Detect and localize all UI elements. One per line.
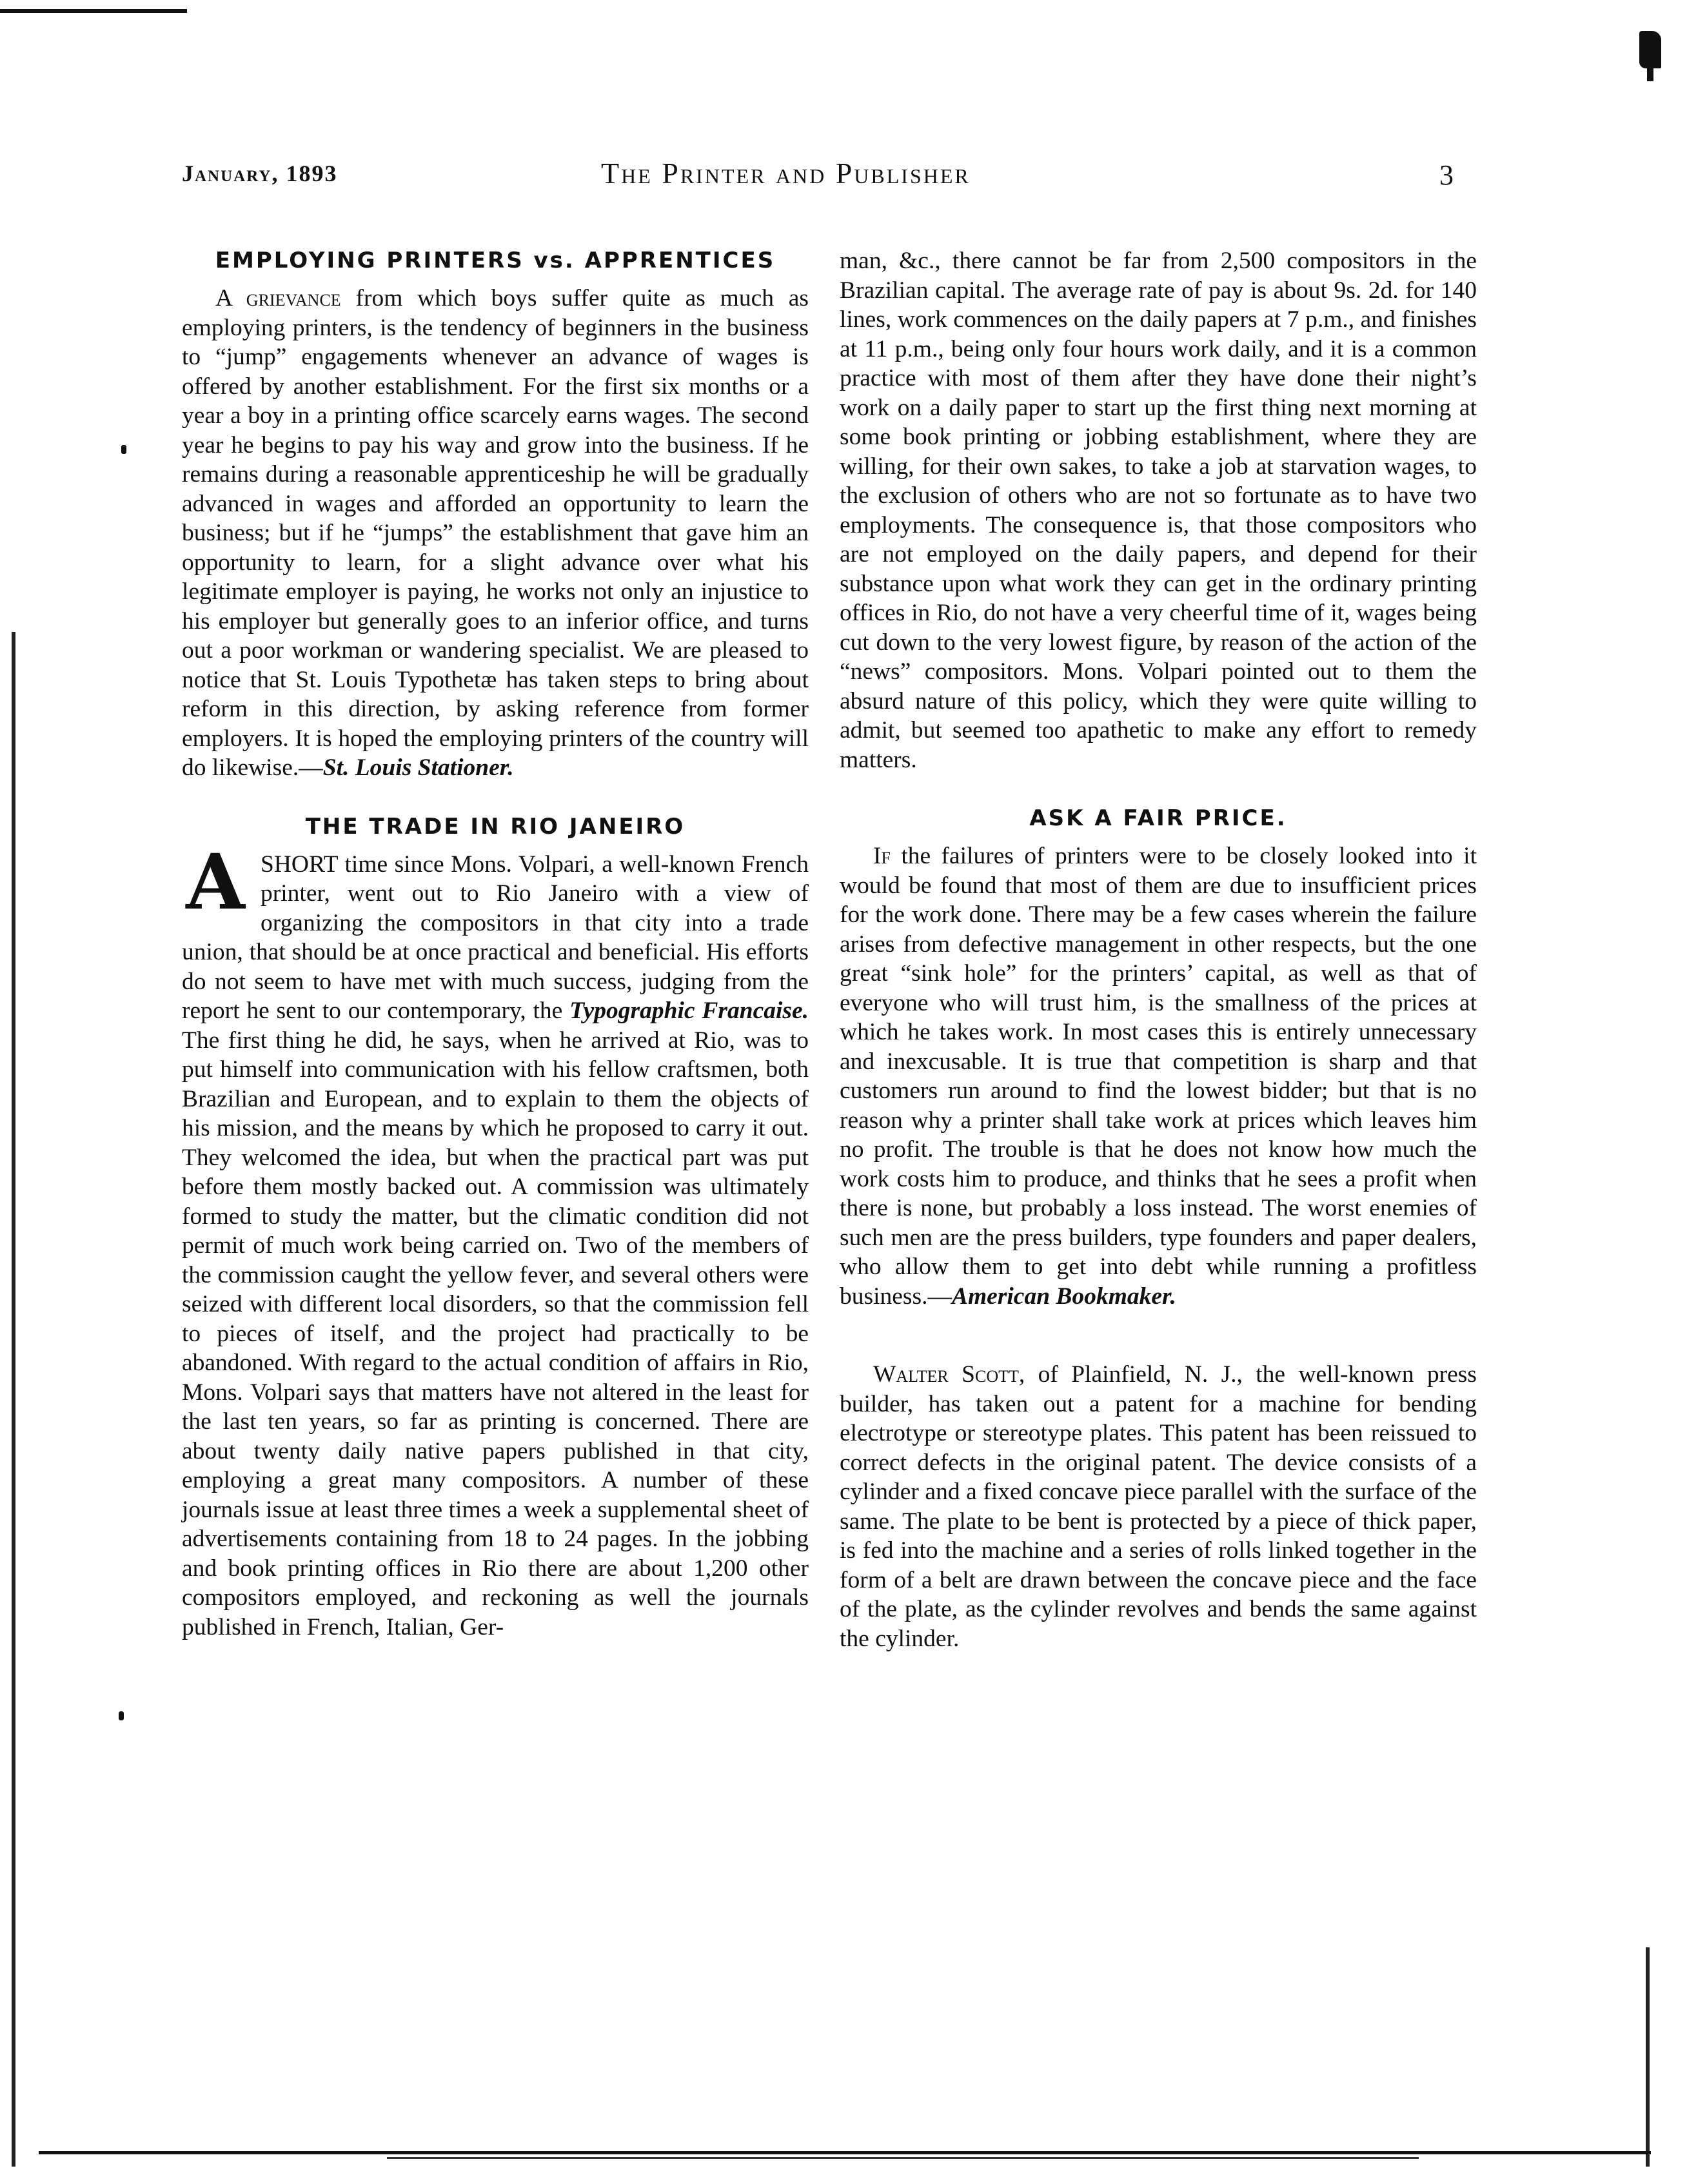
page-header [182,157,1454,199]
corner-ink-mark [1639,31,1661,68]
page-number: 3 [1439,159,1454,191]
header-publication-title: The Printer and Publisher [601,157,971,190]
article-continuation-rio: man, &c., there cannot be far from 2,500 compositors in the Brazilian capital. The average rate of pay is about 9s. 2d. for 140 lines, work commences on the daily papers at 7 p.m., and finishes at 11 p.m., being only four hours work daily, and it is a common practice with most of them after they have done their night’s work on a daily paper to start up the first thing next morning at some book printing or jobbing establishment, where they are willing, for their own sakes, to take a job at starvation wages, to the exclusion of others who are not so fortunate as to have two employments. The consequence is, that those compositors who are not employed on the daily papers, and depend for their substance upon what work they can get in the ordinary printing offices in Rio, do not have a very cheerful time of it, wages being cut down to the very lowest figure, by reason of the action of the “news” compositors. Mons. Volpari pointed out to them the absurd nature of this policy, which they were quite willing to admit, but seemed too apathetic to make any effort to remedy matters. [840,248,1477,773]
publication-name: Typographic Francaise. [569,998,809,1024]
article-lead-words: Walter Scott, [873,1361,1025,1388]
article-body-apprentices [182,284,809,783]
left-page-edge [12,632,15,2167]
article-headline-rio: THE TRADE IN RIO JANEIRO [305,813,686,840]
article-body-fair-price [840,841,1477,1311]
article-text: of Plainfield, N. J., the well-known press builder, has taken out a patent for a machine for bending electrotype or stereotype plates. This patent has been reissued to correct defects in the original patent. The device consists of a cylinder and a fixed concave piece parallel with the surface of the same. The plate to be bent is protected by a piece of thick paper, is fed into the machine and a series of rolls linked together in the form of a belt are drawn between the concave piece and the face of the plate, as the cylinder revolves and bends the same against the cylinder. [840,1361,1477,1652]
article-headline-fair-price: ASK A FAIR PRICE. [1029,805,1287,831]
bottom-edge-rule-secondary [387,2157,1419,2159]
article-lead-words: A grievance [215,285,341,311]
article-body-rio [182,836,809,1642]
article-text: the failures of printers were to be closely looked into it would be found that most of them are due to insufficient prices for the work done. There may be a few cases wherein the failure arises from defective management in other respects, but the one great “sink hole” for the printers’ capital, as well as that of everyone who will trust him, is the smallness of the prices at which he takes work. In most cases this is entirely unnecessary and inexcusable. It is true that competition is sharp and that customers run around to find the lowest bidder; but that is no reason why a printer shall take work at prices which leaves him no profit. The trouble is that he does not know how much the work costs him to produce, and thinks that he sees a profit when there is none, but probably a loss instead. The worst enemies of such men are the press builders, type founders and paper dealers, who allow them to get into debt while running a profitless business.— [840,843,1477,1310]
header-date: January, 1893 [182,161,338,186]
left-column [182,246,809,1642]
margin-mark [121,445,126,454]
article-text: The first thing he did, he says, when he arrived at Rio, was to put himself into communication with his fellow craftsmen, both Brazilian and European, and to explain to them the objects of his mission, and the means by which he proposed to carry it out. They welcomed the idea, but when the practical part was put before them mostly backed out. A commission was ultimately formed to study the matter, but the climatic condition did not permit of much work being carried on. Two of the members of the commission caught the yellow fever, and several others were seized with different local disorders, so that the commission fell to pieces of itself, and the project had practically to be abandoned. With regard to the actual condition of affairs in Rio, Mons. Volpari says that matters have not altered in the least for the last ten years, so far as printing is concerned. There are about twenty daily native papers published in that city, employing a great many compositors. A number of these journals issue at least three times a week a supplemental sheet of advertisements containing from 18 to 24 pages. In the jobbing and book printing offices in Rio there are about 1,200 other compositors employed, and reckoning as well the journals published in French, Italian, Ger- [182,1027,809,1640]
right-page-edge [1646,1947,1650,2167]
right-column [840,246,1477,1653]
article-text: time since Mons. Volpari, a well-known French printer, went out to Rio Janeiro with a view of organizing the compositors in that city into a trade union, that should be at once practical and beneficial. His efforts do not seem to have met with much success, judging from the report he sent to our contemporary, the [182,851,809,1024]
article-lead-words: If [873,843,891,869]
article-headline-apprentices: EMPLOYING PRINTERS vs. APPRENTICES [215,248,776,273]
article-text: from which boys suffer quite as much as employing printers, is the tendency of beginners in the business to “jump” engagements whenever an advance of wages is offered by another establishment. For the first six months or a year a boy in a printing office scarcely earns wages. The second year he begins to pay his way and grow into the business. If he remains during a reasonable apprenticeship he will be gradually advanced in wages and afforded an opportunity to learn the business; but if he “jumps” the establishment that gave him an opportunity to learn, for a slight advance over what his legitimate employer is paying, he works not only an injustice to his employer but generally goes to an inferior office, and turns out a poor workman or wandering specialist. We are pleased to notice that St. Louis Typothetæ has taken steps to bring about reform in this direction, by asking reference from former employers. It is hoped the employing printers of the country will do likewise.— [182,285,809,781]
article-body-walter-scott [840,1360,1477,1653]
article-citation: St. Louis Stationer. [322,754,514,781]
margin-mark [119,1711,124,1720]
top-edge-rule [0,9,187,13]
bottom-edge-rule [39,2151,1651,2154]
article-citation: American Bookmaker. [951,1283,1176,1310]
article-lead-words: SHORT [261,851,339,878]
drop-cap-letter: A [186,836,245,927]
